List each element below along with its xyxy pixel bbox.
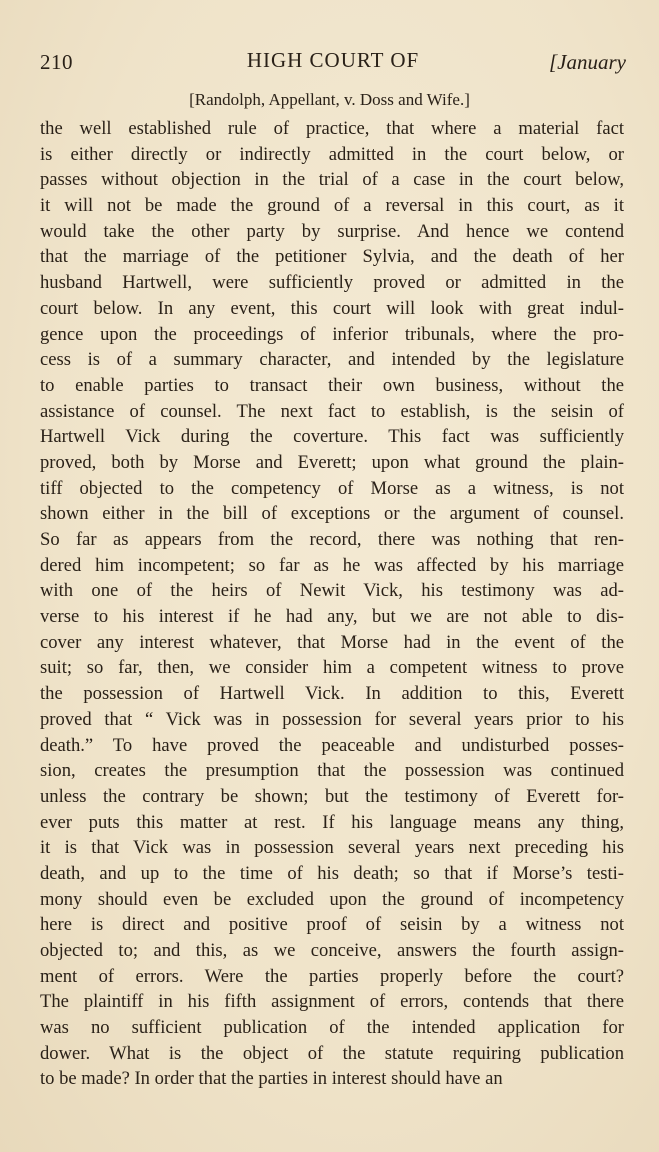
case-caption: [Randolph, Appellant, v. Doss and Wife.]	[189, 90, 470, 109]
text-line: the well established rule of practice, that where a material fact	[40, 118, 624, 139]
text-line: it is that Vick was in possession several years next preceding his	[40, 837, 624, 859]
running-title: HIGH COURT OF	[246, 48, 420, 72]
text-line: here is direct and positive proof of seisin by a witness not	[40, 914, 624, 936]
text-line: So far as appears from the record, there was nothing that ren-	[40, 529, 624, 550]
text-line: the possession of Hartwell Vick. In addition to this, Everett	[40, 683, 624, 705]
text-line: verse to his interest if he had any, but we are not able to dis-	[40, 606, 624, 628]
text-line: was no sufficient publication of the intended application for	[40, 1017, 624, 1039]
text-line: The plaintiff in his fifth assignment of errors, contends that there	[40, 991, 624, 1013]
text-line: cover any interest whatever, that Morse had in the event of the	[40, 631, 624, 653]
page-number: 210	[40, 50, 73, 74]
text-line: sion, creates the presumption that the possession was continued	[40, 760, 624, 782]
text-line: proved, both by Morse and Everett; upon what ground the plain-	[40, 451, 624, 473]
text-line: unless the contrary be shown; but the testimony of Everett for-	[40, 785, 624, 807]
text-line: court below. In any event, this court will look with great indul-	[40, 297, 624, 319]
text-line: husband Hartwell, were sufficiently proved or admitted in the	[40, 272, 624, 294]
text-line: passes without objection in the trial of a case in the court below,	[40, 169, 624, 191]
body-text	[40, 116, 624, 1092]
text-line: is either directly or indirectly admitted in the court below, or	[40, 143, 624, 165]
text-line: death.” To have proved the peaceable and undisturbed posses-	[40, 734, 624, 756]
text-line: with one of the heirs of Newit Vick, his testimony was ad-	[40, 580, 624, 602]
text-line: ever puts this matter at rest. If his language means any thing,	[40, 811, 624, 833]
text-line: ment of errors. Were the parties properly before the court?	[40, 965, 624, 987]
text-line: cess is of a summary character, and intended by the legislature	[40, 349, 624, 371]
running-month: [January	[549, 50, 626, 74]
text-line: to enable parties to transact their own business, without the	[40, 374, 624, 396]
text-line: it will not be made the ground of a reversal in this court, as it	[40, 195, 624, 217]
text-line: suit; so far, then, we consider him a competent witness to prove	[40, 657, 624, 679]
text-line: gence upon the proceedings of inferior tribunals, where the pro-	[40, 323, 624, 345]
text-line: assistance of counsel. The next fact to establish, is the seisin of	[40, 400, 624, 422]
text-line: shown either in the bill of exceptions or the argument of counsel.	[40, 503, 624, 525]
text-line: tiff objected to the competency of Morse as a witness, is not	[40, 477, 624, 499]
running-header	[40, 48, 626, 80]
text-line: Hartwell Vick during the coverture. This fact was sufficiently	[40, 426, 624, 448]
text-line: dered him incompetent; so far as he was affected by his marriage	[40, 554, 624, 576]
text-line: that the marriage of the petitioner Sylvia, and the death of her	[40, 246, 624, 268]
text-line: proved that “ Vick was in possession for several years prior to his	[40, 708, 624, 730]
text-line: dower. What is the object of the statute requiring publication	[40, 1042, 624, 1064]
text-line: death, and up to the time of his death; so that if Morse’s testi-	[40, 862, 624, 884]
text-line: mony should even be excluded upon the ground of incompetency	[40, 888, 624, 910]
text-line: objected to; and this, as we conceive, answers the fourth assign-	[40, 940, 624, 961]
text-line: would take the other party by surprise. And hence we contend	[40, 220, 624, 242]
text-line: to be made? In order that the parties in interest should have an	[40, 1068, 503, 1090]
